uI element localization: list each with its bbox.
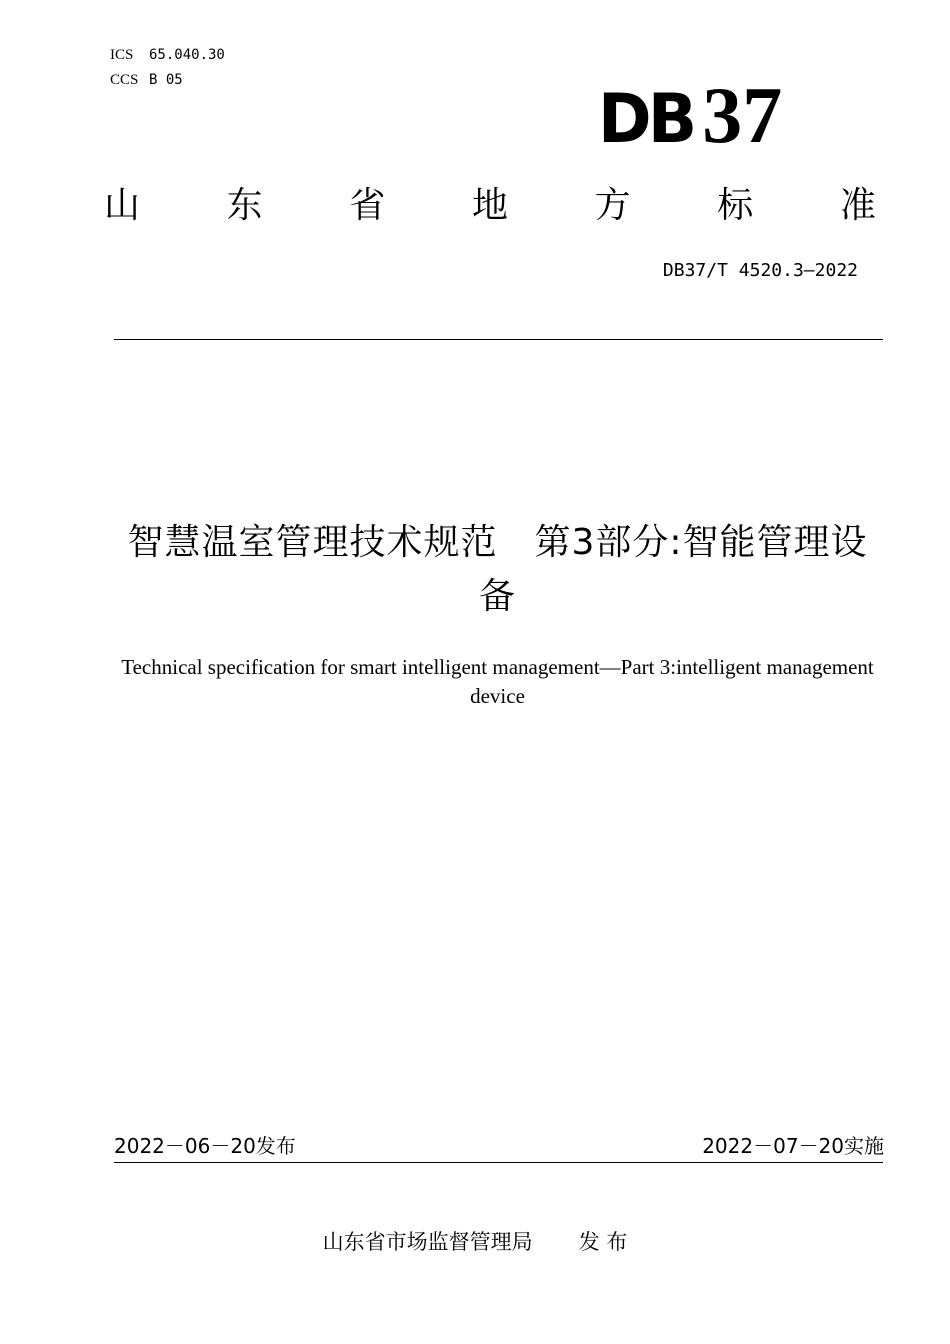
logo-number: 37 bbox=[702, 72, 783, 160]
issuer-name: 山东省市场监督管理局 bbox=[322, 1230, 533, 1254]
standard-type-char: 方 bbox=[594, 185, 631, 226]
standard-type-char: 省 bbox=[349, 185, 386, 226]
standard-type-char: 东 bbox=[226, 185, 263, 226]
title-chinese: 智慧温室管理技术规范 第3部分:智能管理设备 bbox=[127, 522, 868, 617]
db37-logo bbox=[598, 72, 783, 160]
logo-prefix: DB bbox=[598, 80, 694, 159]
ics-value: 65.040.30 bbox=[149, 47, 225, 63]
ics-label: ICS bbox=[110, 47, 134, 63]
standard-type bbox=[104, 184, 876, 228]
title-english: Technical specification for smart intelligent management—Part 3:intelligent management device bbox=[121, 655, 874, 708]
standard-type-char: 标 bbox=[717, 185, 754, 226]
standard-type-char: 山 bbox=[104, 185, 141, 226]
standard-type-char: 地 bbox=[471, 185, 508, 226]
issuer-action: 发 布 bbox=[578, 1230, 628, 1254]
issuer bbox=[0, 1227, 950, 1257]
top-divider bbox=[114, 339, 883, 340]
standard-type-char: 准 bbox=[839, 185, 876, 226]
effective-date: 2022－07－20实施 bbox=[702, 1134, 884, 1158]
ics-row bbox=[110, 46, 225, 64]
bottom-divider bbox=[114, 1162, 883, 1163]
ccs-value: B 05 bbox=[149, 72, 183, 88]
ccs-label: CCS bbox=[110, 72, 139, 88]
publish-date: 2022－06－20发布 bbox=[114, 1134, 296, 1158]
ccs-row bbox=[110, 71, 183, 89]
standard-number: DB37/T 4520.3—2022 bbox=[662, 260, 858, 281]
